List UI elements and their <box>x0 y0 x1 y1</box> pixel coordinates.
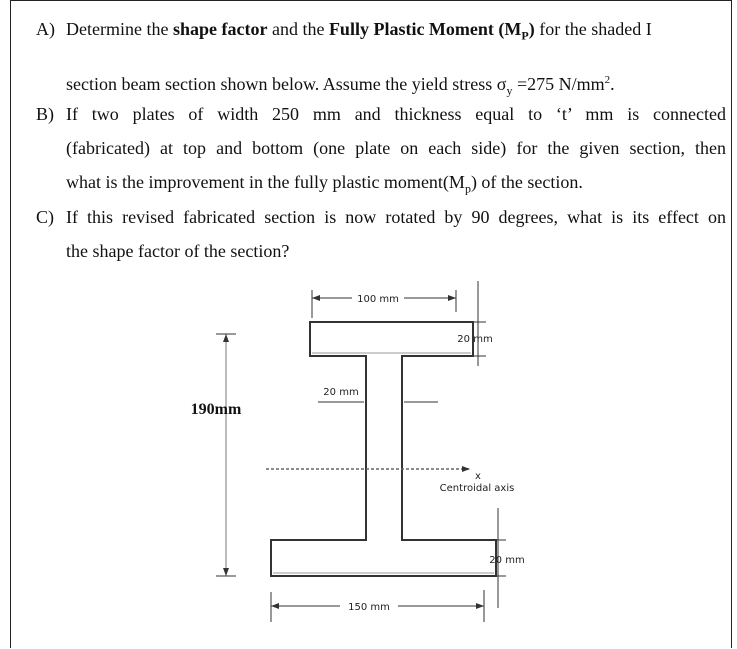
plastic-moment-subscript: P <box>521 28 529 43</box>
sigma-symbol: σ <box>496 73 507 94</box>
shape-factor-term: shape factor <box>172 19 268 39</box>
bottom-width-arrow-left <box>271 603 279 609</box>
question-a-text-3: for the shaded I <box>534 19 652 39</box>
height-arrow-bottom <box>223 568 229 576</box>
question-c-line-2: the shape factor of the section? <box>66 241 290 261</box>
axis-arrow <box>462 466 470 472</box>
plastic-moment-close: ) <box>528 19 535 39</box>
question-b-label: B) <box>36 104 54 124</box>
i-section-outline <box>271 322 496 576</box>
question-a-text-2: and the <box>267 19 329 39</box>
top-width-arrow-left <box>312 295 320 301</box>
question-a-text-1: Determine the <box>66 19 173 39</box>
question-b-line-3-text: what is the improvement in the fully plastic moment(M <box>66 172 465 192</box>
top-width-label: 100 mm <box>357 294 399 305</box>
web-thickness-label: 20 mm <box>323 387 359 398</box>
question-b-line-1: If two plates of width 250 mm and thickness equal to ‘t’ mm is connected <box>66 104 726 124</box>
height-arrow-top <box>223 334 229 342</box>
bottom-thickness-label: 20 mm <box>489 555 525 566</box>
mp-subscript: p <box>464 181 471 196</box>
top-thickness-label: 20 mm <box>457 334 493 345</box>
bottom-width-label: 150 mm <box>348 602 390 613</box>
question-b-line-2: (fabricated) at top and bottom (one plate on each side) for the given section, then <box>66 138 726 158</box>
question-c-label: C) <box>36 207 54 227</box>
centroidal-axis-label: Centroidal axis <box>439 483 515 494</box>
plastic-moment-text: Fully Plastic Moment (M <box>328 19 522 39</box>
unit-superscript: 2 <box>604 73 611 86</box>
bottom-width-arrow-right <box>476 603 484 609</box>
sigma-subscript: y <box>506 83 513 98</box>
question-b-line-3-end: ) of the section. <box>470 172 583 192</box>
question-a-line-2-text: section beam section shown below. Assume the yield stress <box>66 73 497 94</box>
axis-letter-label: x <box>475 471 481 482</box>
question-a-label: A) <box>36 19 55 39</box>
yield-stress-value: =275 N/mm <box>512 73 605 94</box>
question-a-period: . <box>610 73 615 94</box>
question-c-line-1: If this revised fabricated section is now rotated by 90 degrees, what is its effect on <box>66 207 726 227</box>
top-width-arrow-right <box>448 295 456 301</box>
height-label: 190mm <box>190 401 242 418</box>
